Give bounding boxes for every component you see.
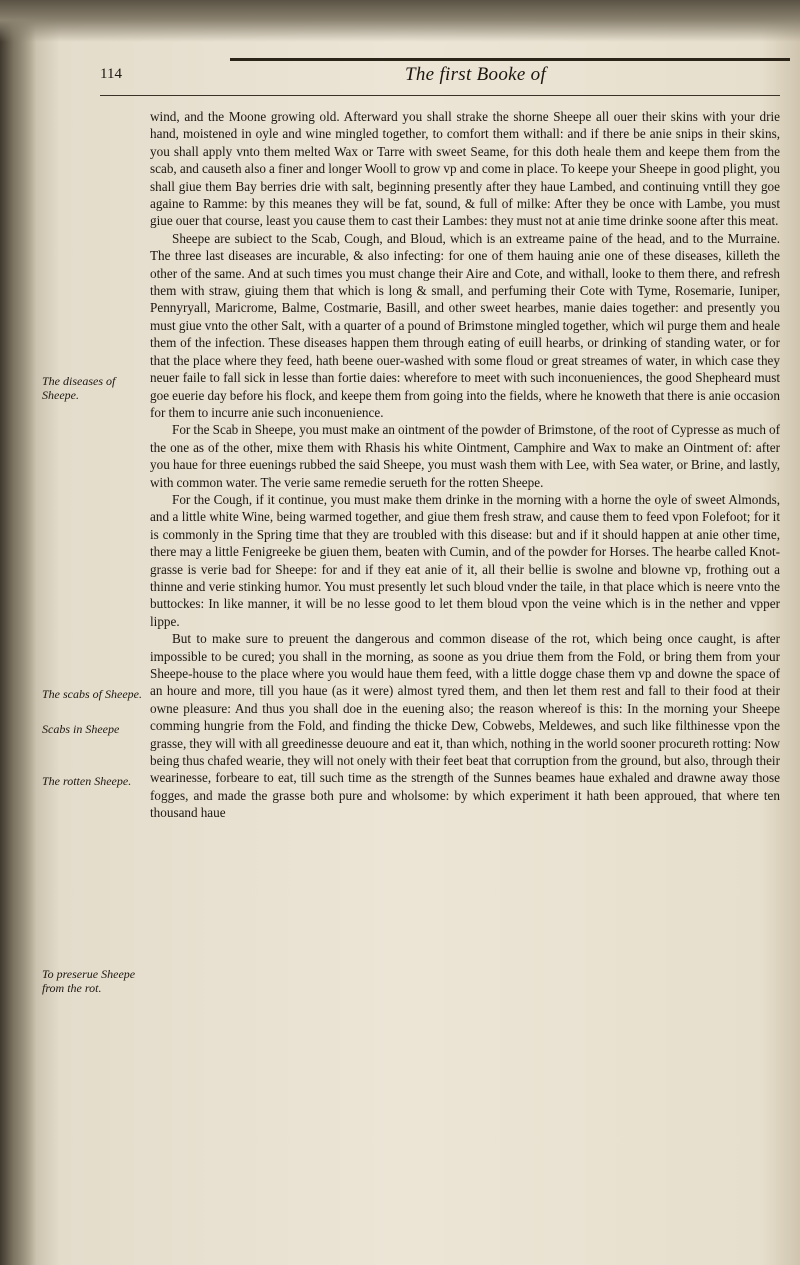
page-number: 114 (100, 66, 122, 82)
margin-note-preserue: To preserue Sheepe from the rot. (42, 967, 136, 995)
margin-note-diseases: The diseases of Sheepe. (42, 374, 116, 402)
binding-gutter-shadow (0, 0, 36, 1265)
margin-note-scabs: The scabs of Sheepe. (42, 687, 142, 701)
margin-note-scabs-in-sheepe: Scabs in Sheepe (42, 722, 120, 736)
top-rule (230, 58, 790, 61)
header-rule (100, 95, 780, 96)
paragraph-care: wind, and the Moone growing old. Afterward you shall strake the shorne Sheepe all ouer their skins with your drie hand, moistened in oyle and wine mingled together, to comfort them withall: and if there be anie snips in their skins, you shall apply vnto them melted Wax or Tarre with sweet Seame, for this doth heale them and keepe them from the scab, and causeth also a finer and longer Wooll to grow vp and come in place. To keepe your Sheepe in good plight, you shall giue them Bay berries drie with salt, beginning presently after they haue Lambed, and continuing vntill they goe againe to Ramme: by this meanes they will be fat, sound, & full of milke: After they be once with Lambe, you must giue ouer that course, least you cause them to cast their Lambes: they must not at anie time drinke soone after this meat. (150, 109, 780, 229)
body-text (150, 108, 780, 822)
running-title: The first Booke of (405, 64, 547, 85)
paragraph-diseases: Sheepe are subiect to the Scab, Cough, and Bloud, which is an extreame paine of the head, and to the Murraine. The three last diseases are incurable, & also infecting: for one of them hauing anie one of these diseases, killeth the other of the same. And at such times you must change their Aire and Cote, and withall, looke to them there, and refresh them with straw, giuing them that which is long & small, and perfuming their Cote with Tyme, Rosemarie, Iuniper, Pennyryall, Maricrome, Balme, Costmarie, Basill, and other sweet hearbes, manie daies together: and presently you must giue vnto the other Salt, with a quarter of a pound of Brimstone mingled together, which wil purge them and heale them of the infection. These diseases happen them through eating of euill hearbs, or drinking of standing water, or for that the place where they feed, hath beene ouer-washed with some floud or great streames of water, in which case they neuer faile to fall sick in lesse than fortie daies: wherefore to meet with such inconueniences, the good Shepheard must goe euerie day before his flock, and keepe them from going into the fields, where he knoweth that there is anie occasion for them to incurre anie such inconuenience. (150, 230, 780, 420)
paragraph-scab: For the Scab in Sheepe, you must make an ointment of the powder of Brimstone, of the root of Cypresse as much of the one as of the other, mixe them with Rhasis his white Ointment, Camphire and Wax to make an Ointment of: after you haue for three euenings rubbed the said Sheepe, you must wash them with Lee, with Sea water, or Brine, and lastly, with common water. The verie same remedie serueth for the rotten Sheepe. (150, 422, 780, 490)
paragraph-rot: But to make sure to preuent the dangerous and common disease of the rot, which being once caught, is after impossible to be cured; you shall in the morning, as soone as you driue them from the Fold, or bring them from your Sheepe-house to the place where you would haue them feed, with a little dogge chase them vp and downe the space of an houre and more, till you haue (as it were) almost tyred them, and then let them rest and fall to their food at their owne pleasure: And thus you shall doe in the euening also; the reason whereof is this: In the morning your Sheepe comming hungrie from the Fold, and finding the thicke Dew, Cobwebs, Meldewes, and such like filthinesse vpon the grasse, they will with all greedinesse deuoure and eat it, than which, nothing in the world sooner procureth rotting: Now being thus chafed wearie, they will not onely with their feet beat that corruption from the ground, but also, through their wearinesse, forbeare to eat, till such time as the strength of the Sunnes beames haue exhaled and drawne away those fogges, and made the grasse both pure and wholsome: by which experiment it hath been approued, that where ten thousand haue (150, 631, 780, 821)
margin-note-rotten: The rotten Sheepe. (42, 774, 132, 788)
top-edge-shadow (0, 0, 800, 42)
paragraph-cough: For the Cough, if it continue, you must make them drinke in the morning with a horne the oyle of sweet Almonds, and a little white Wine, being warmed together, and giue them fresh straw, and cause them to feed vpon Folefoot; for it is commonly in the Spring time that they are troubled with this disease: but and if it should happen at anie other time, there may a little Fenigreeke be giuen them, beaten with Cumin, and of the powder for Horses. The hearbe called Knot-grasse is verie bad for Sheepe: for and if they eat anie of it, all their bellie is swolne and blowne vp, frothing out a thinne and verie stinking humor. You must presently let such bloud vnder the taile, in that place which is neere vnto the buttockes: In like manner, it will be no lesse good to let them bloud vpon the veine which is in the nether and vpper lippe. (150, 491, 780, 629)
